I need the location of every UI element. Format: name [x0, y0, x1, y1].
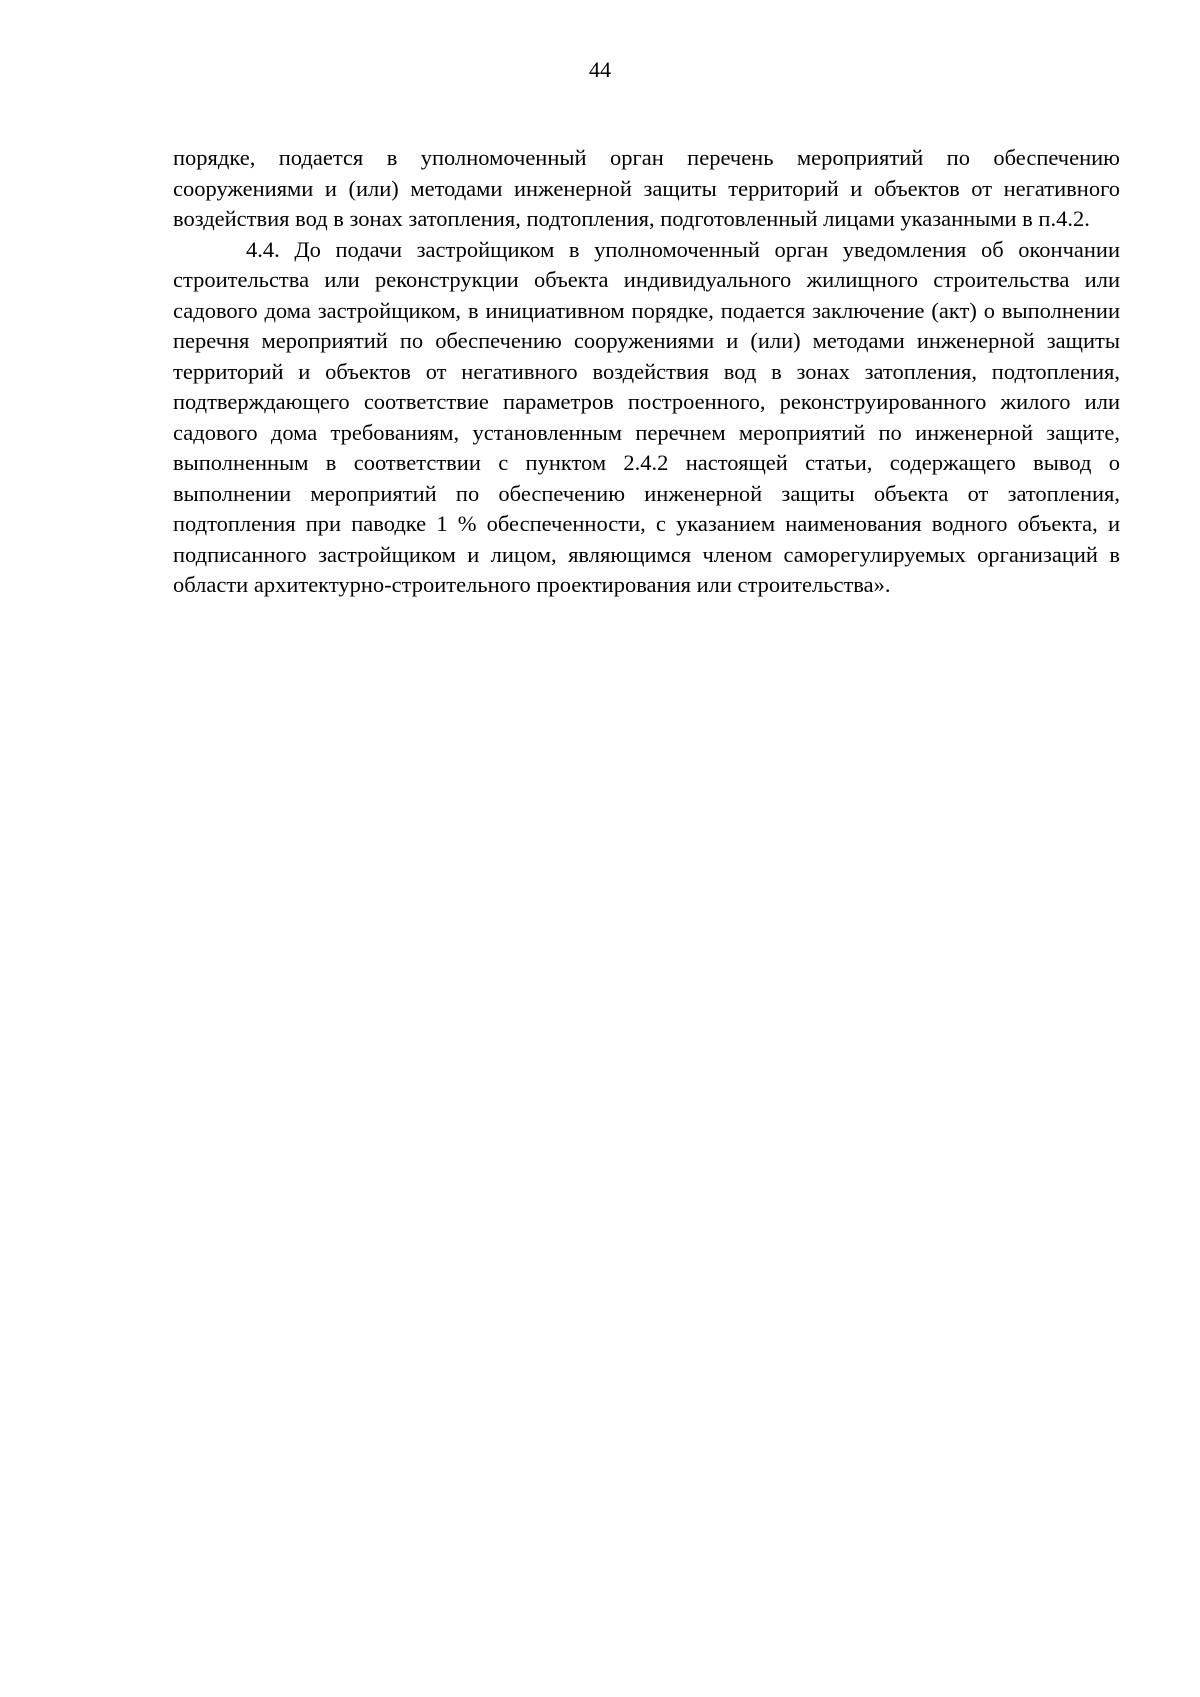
- paragraph-continuation: порядке, подается в уполномоченный орган перечень мероприятий по обеспечению сооружениями и (или) методами инженерной защиты территорий и объектов от негативного воздействия вод в зонах затопления, подтопления, подготовленный лицами указанными в п.4.2.: [173, 145, 1120, 231]
- page-number: 44: [589, 57, 611, 82]
- document-body: [173, 143, 1120, 601]
- paragraph-4-4: 4.4. До подачи застройщиком в уполномоченный орган уведомления об окончании строительства или реконструкции объекта индивидуального жилищного строительства или садового дома застройщиком, в инициативном порядке, подается заключение (акт) о выполнении перечня мероприятий по обеспечению сооружениями и (или) методами инженерной защиты территорий и объектов от негативного воздействия вод в зонах затопления, подтопления, подтверждающего соответствие параметров построенного, реконструированного жилого или садового дома требованиям, установленным перечнем мероприятий по инженерной защите, выполненным в соответствии с пунктом 2.4.2 настоящей статьи, содержащего вывод о выполнении мероприятий по обеспечению инженерной защиты объекта от затопления, подтопления при паводке 1 % обеспеченности, с указанием наименования водного объекта, и подписанного застройщиком и лицом, являющимся членом саморегулируемых организаций в области архитектурно-строительного проектирования или строительства».: [173, 236, 1120, 597]
